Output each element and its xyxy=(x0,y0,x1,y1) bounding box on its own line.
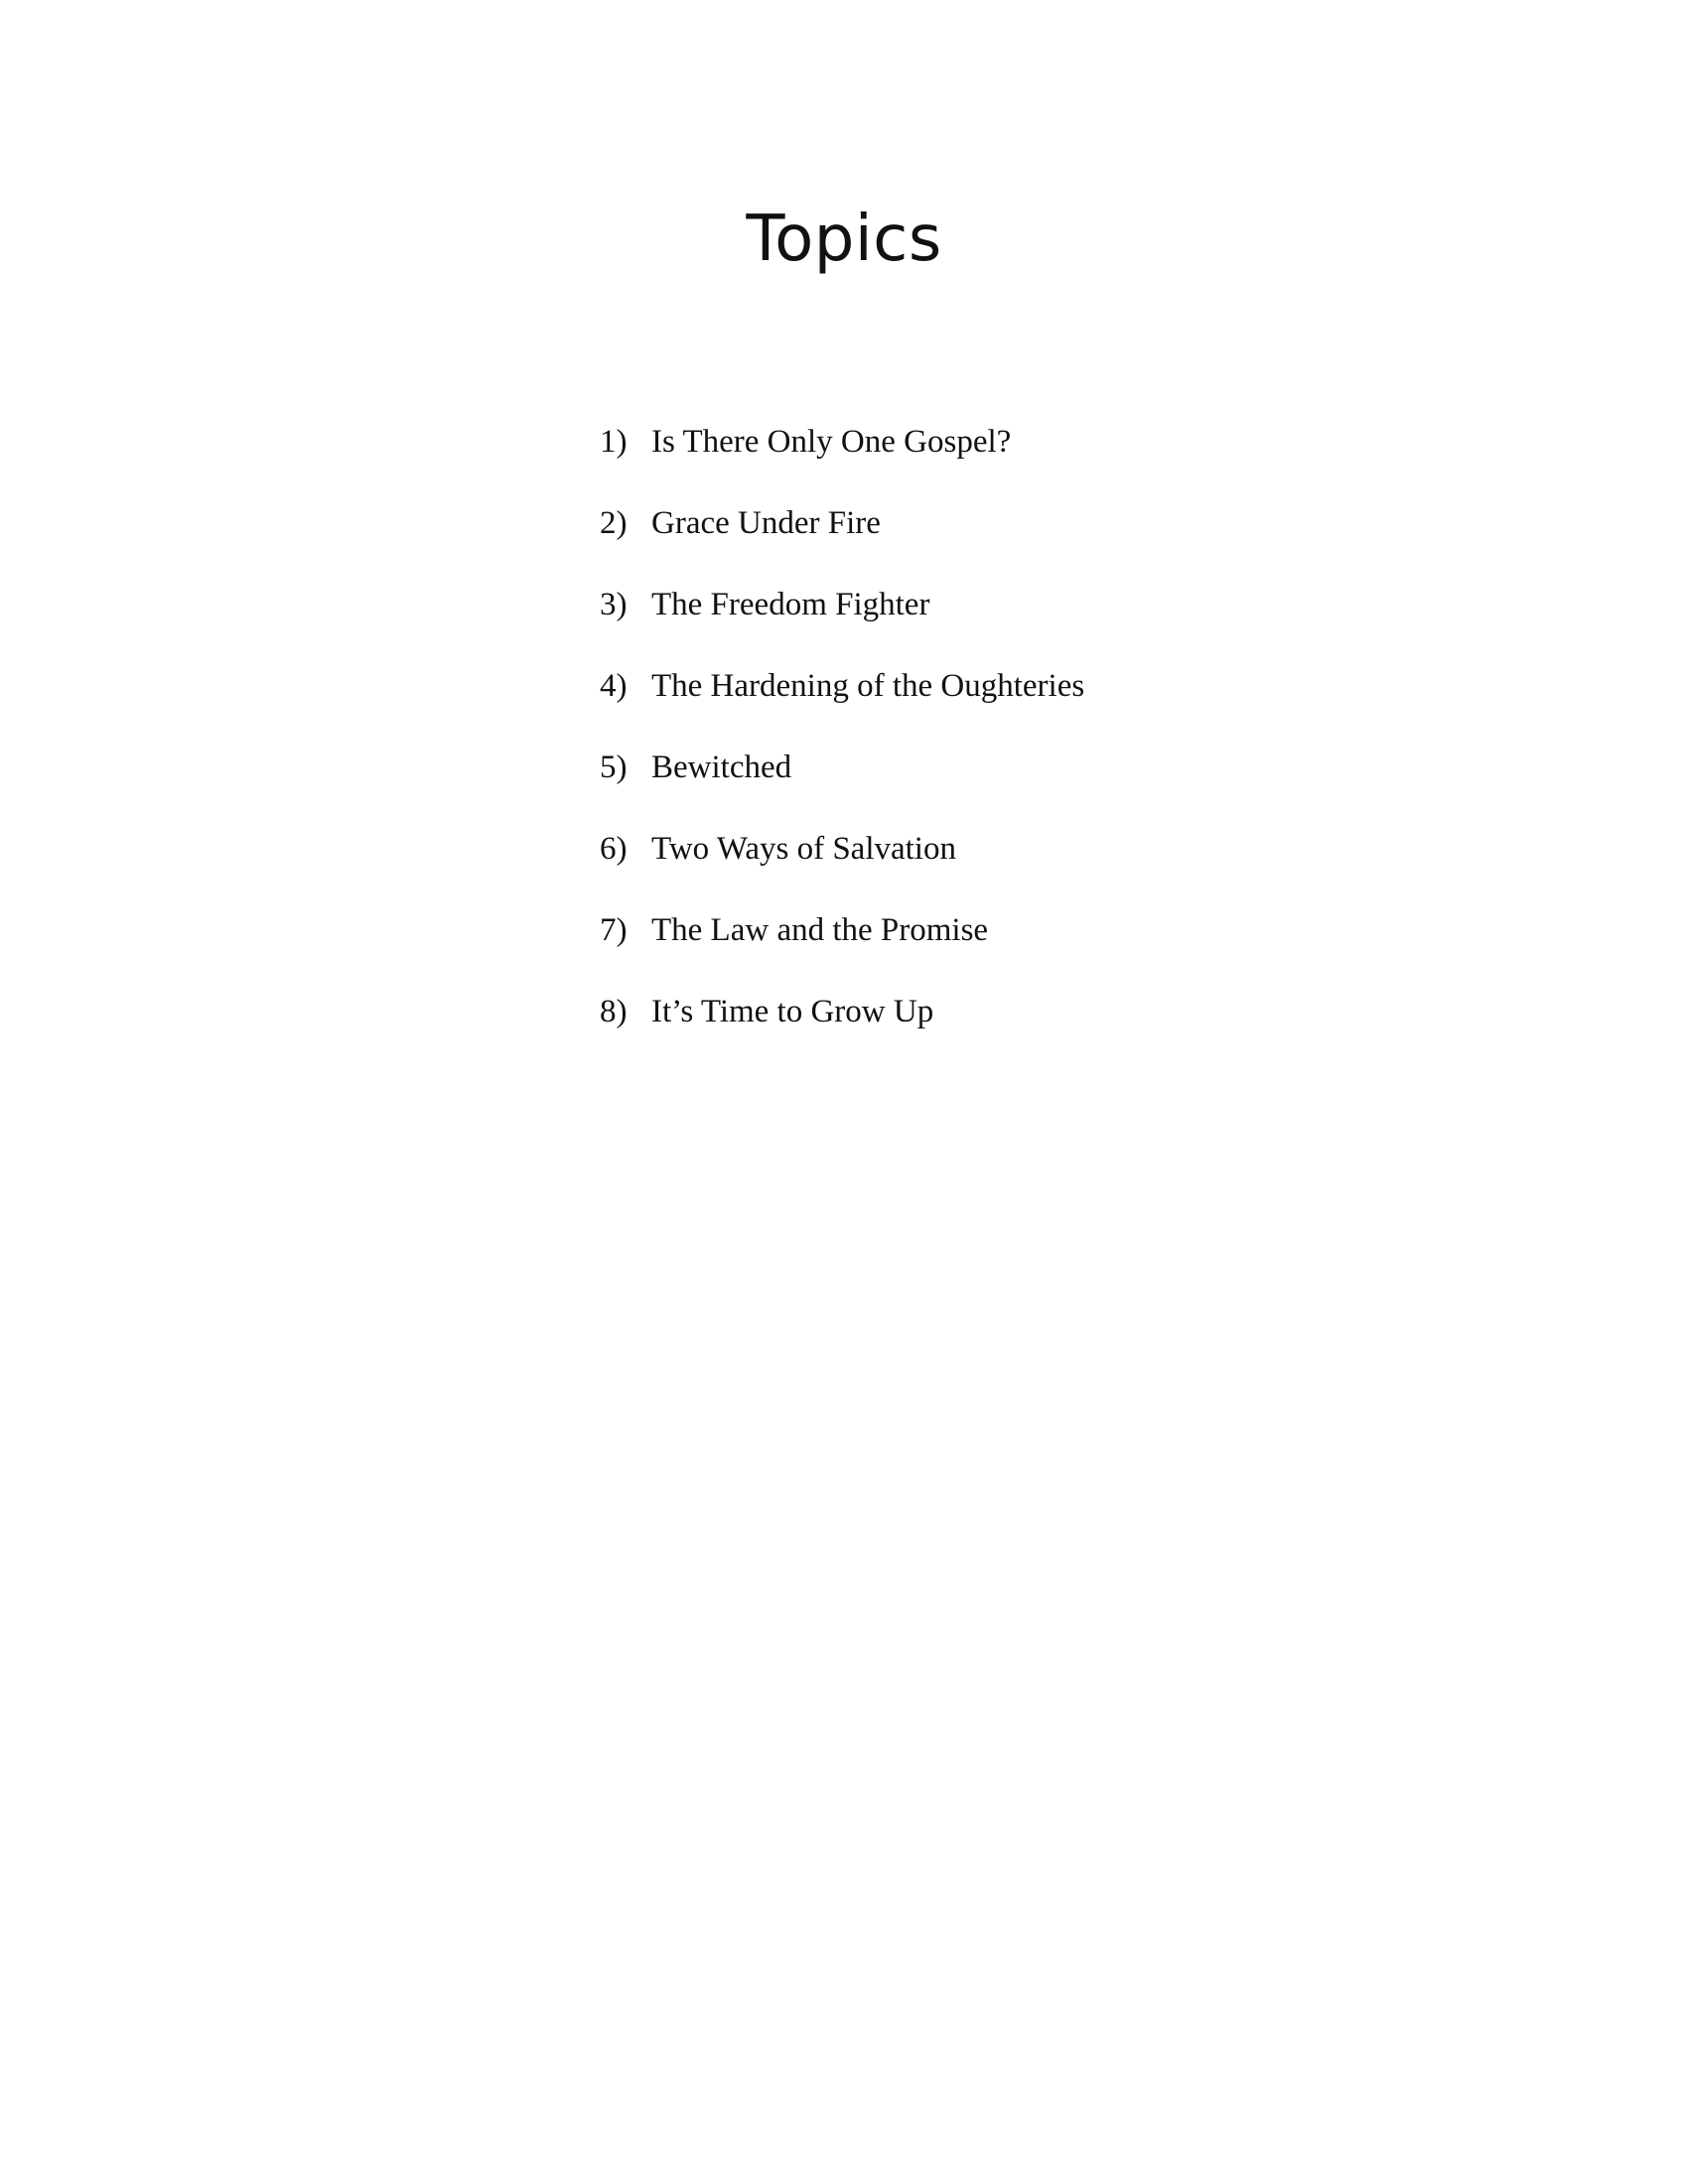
topic-title: The Hardening of the Oughteries xyxy=(651,668,1085,704)
topic-title: Is There Only One Gospel? xyxy=(651,424,1012,460)
list-item xyxy=(600,498,1084,580)
topic-number: 4) xyxy=(600,668,628,704)
topic-number: 6) xyxy=(600,831,628,867)
topic-number: 7) xyxy=(600,912,628,948)
topic-number: 2) xyxy=(600,505,628,541)
list-item xyxy=(600,824,1084,905)
list-item xyxy=(600,580,1084,661)
topic-title: The Law and the Promise xyxy=(651,912,989,948)
topic-title: Bewitched xyxy=(651,750,792,785)
topic-title: Grace Under Fire xyxy=(651,505,881,541)
topics-list xyxy=(600,417,1084,1068)
list-item xyxy=(600,661,1084,743)
topic-title: The Freedom Fighter xyxy=(651,587,930,622)
topic-number: 1) xyxy=(600,424,628,460)
topic-number: 5) xyxy=(600,750,628,785)
page-title: Topics xyxy=(746,203,942,276)
topic-number: 8) xyxy=(600,994,628,1029)
list-item xyxy=(600,987,1084,1068)
topic-title: It’s Time to Grow Up xyxy=(651,994,934,1029)
list-item xyxy=(600,743,1084,824)
topic-title: Two Ways of Salvation xyxy=(651,831,956,867)
list-item xyxy=(600,905,1084,987)
topic-number: 3) xyxy=(600,587,628,622)
list-item xyxy=(600,417,1084,498)
